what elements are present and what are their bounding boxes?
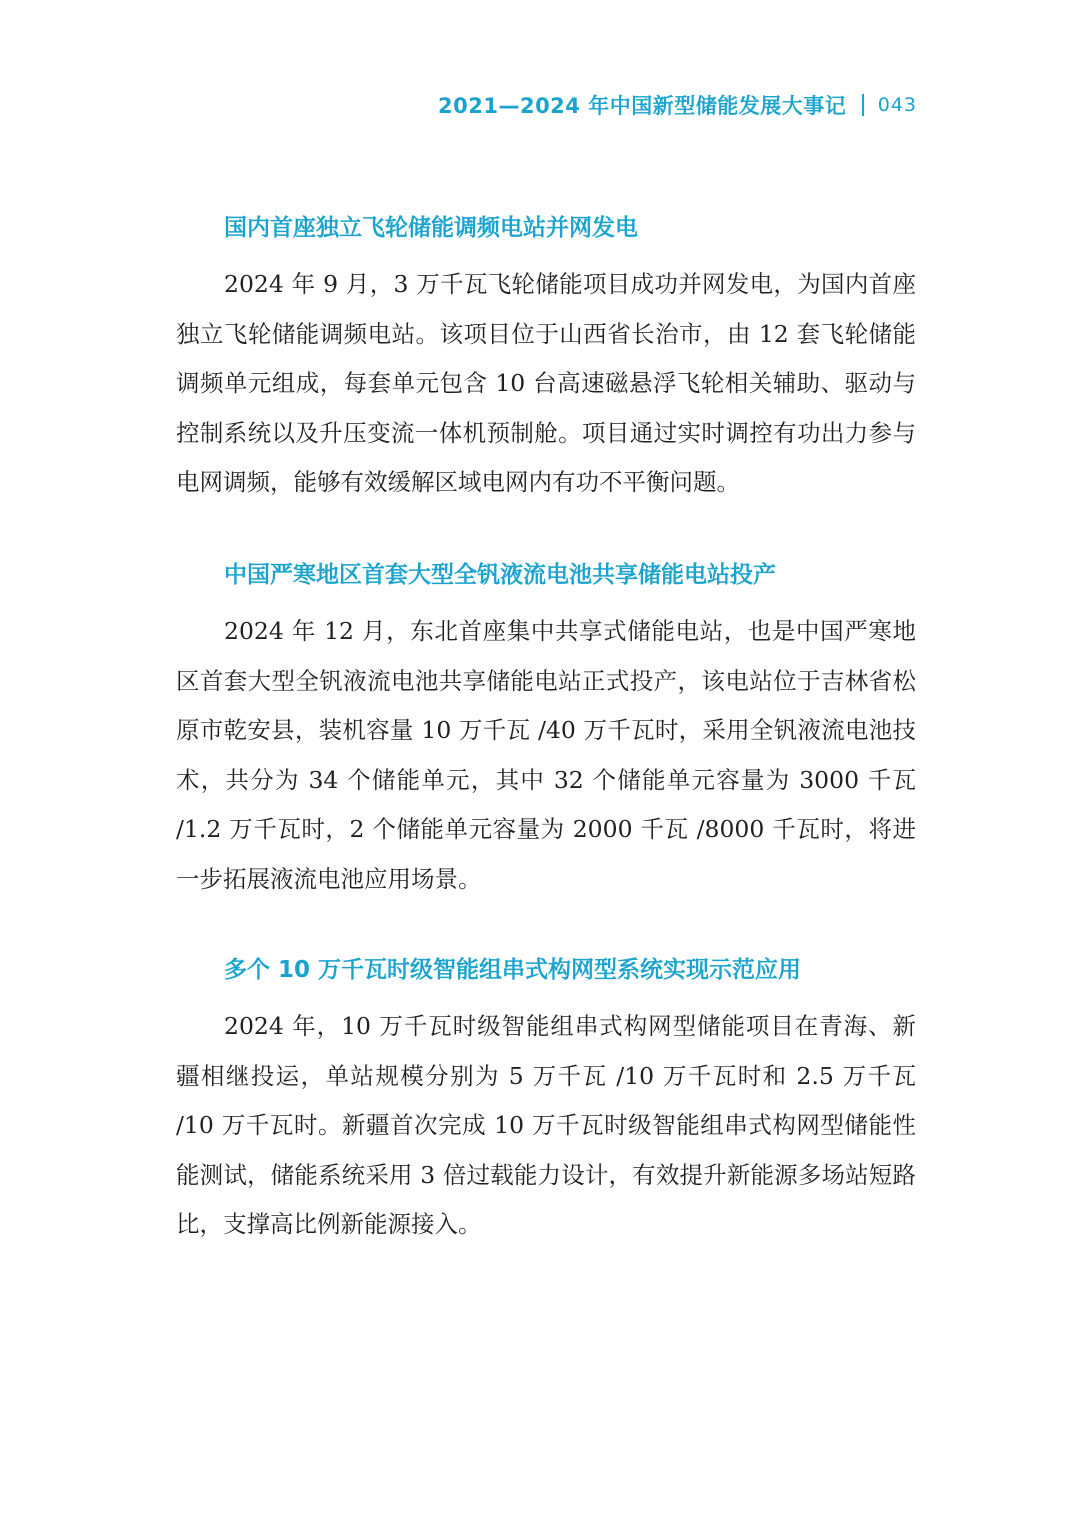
article-heading: 中国严寒地区首套大型全钒液流电池共享储能电站投产 [224,562,776,588]
page-number: 043 [877,94,917,116]
article-body: 2024 年 12 月，东北首座集中共享式储能电站，也是中国严寒地区首套大型全钒液流电池共享储能电站正式投产，该电站位于吉林省松原市乾安县，装机容量 10 万千瓦 /40 万千瓦时，采用全钒液流电池技术，共分为 34 个储能单元，其中 32 个储能单元容量为 3000 千瓦 /1.2 万千瓦时，2 个储能单元容量为 2000 千瓦 /8000 千瓦时，将进一步拓展液流电池应用场景。 [176,617,916,893]
running-header [438,88,917,122]
article-flywheel-storage [176,208,916,508]
article-grid-forming-system [176,950,916,1250]
article-body: 2024 年，10 万千瓦时级智能组串式构网型储能项目在青海、新疆相继投运，单站规模分别为 5 万千瓦 /10 万千瓦时和 2.5 万千瓦 /10 万千瓦时。新疆首次完成 10 万千瓦时级智能组串式构网型储能性能测试，储能系统采用 3 倍过载能力设计，有效提升新能源多场站短路比，支撑高比例新能源接入。 [176,1012,916,1238]
article-vanadium-flow-battery [176,555,916,904]
article-heading: 多个 10 万千瓦时级智能组串式构网型系统实现示范应用 [224,957,802,983]
book-title: 2021—2024 年中国新型储能发展大事记 [438,94,847,118]
article-heading: 国内首座独立飞轮储能调频电站并网发电 [224,215,638,241]
header-divider [862,94,864,116]
article-body: 2024 年 9 月，3 万千瓦飞轮储能项目成功并网发电，为国内首座独立飞轮储能调频电站。该项目位于山西省长治市，由 12 套飞轮储能调频单元组成，每套单元包含 10 台高速磁悬浮飞轮相关辅助、驱动与控制系统以及升压变流一体机预制舱。项目通过实时调控有功出力参与电网调频，能够有效缓解区域电网内有功不平衡问题。 [176,270,916,496]
